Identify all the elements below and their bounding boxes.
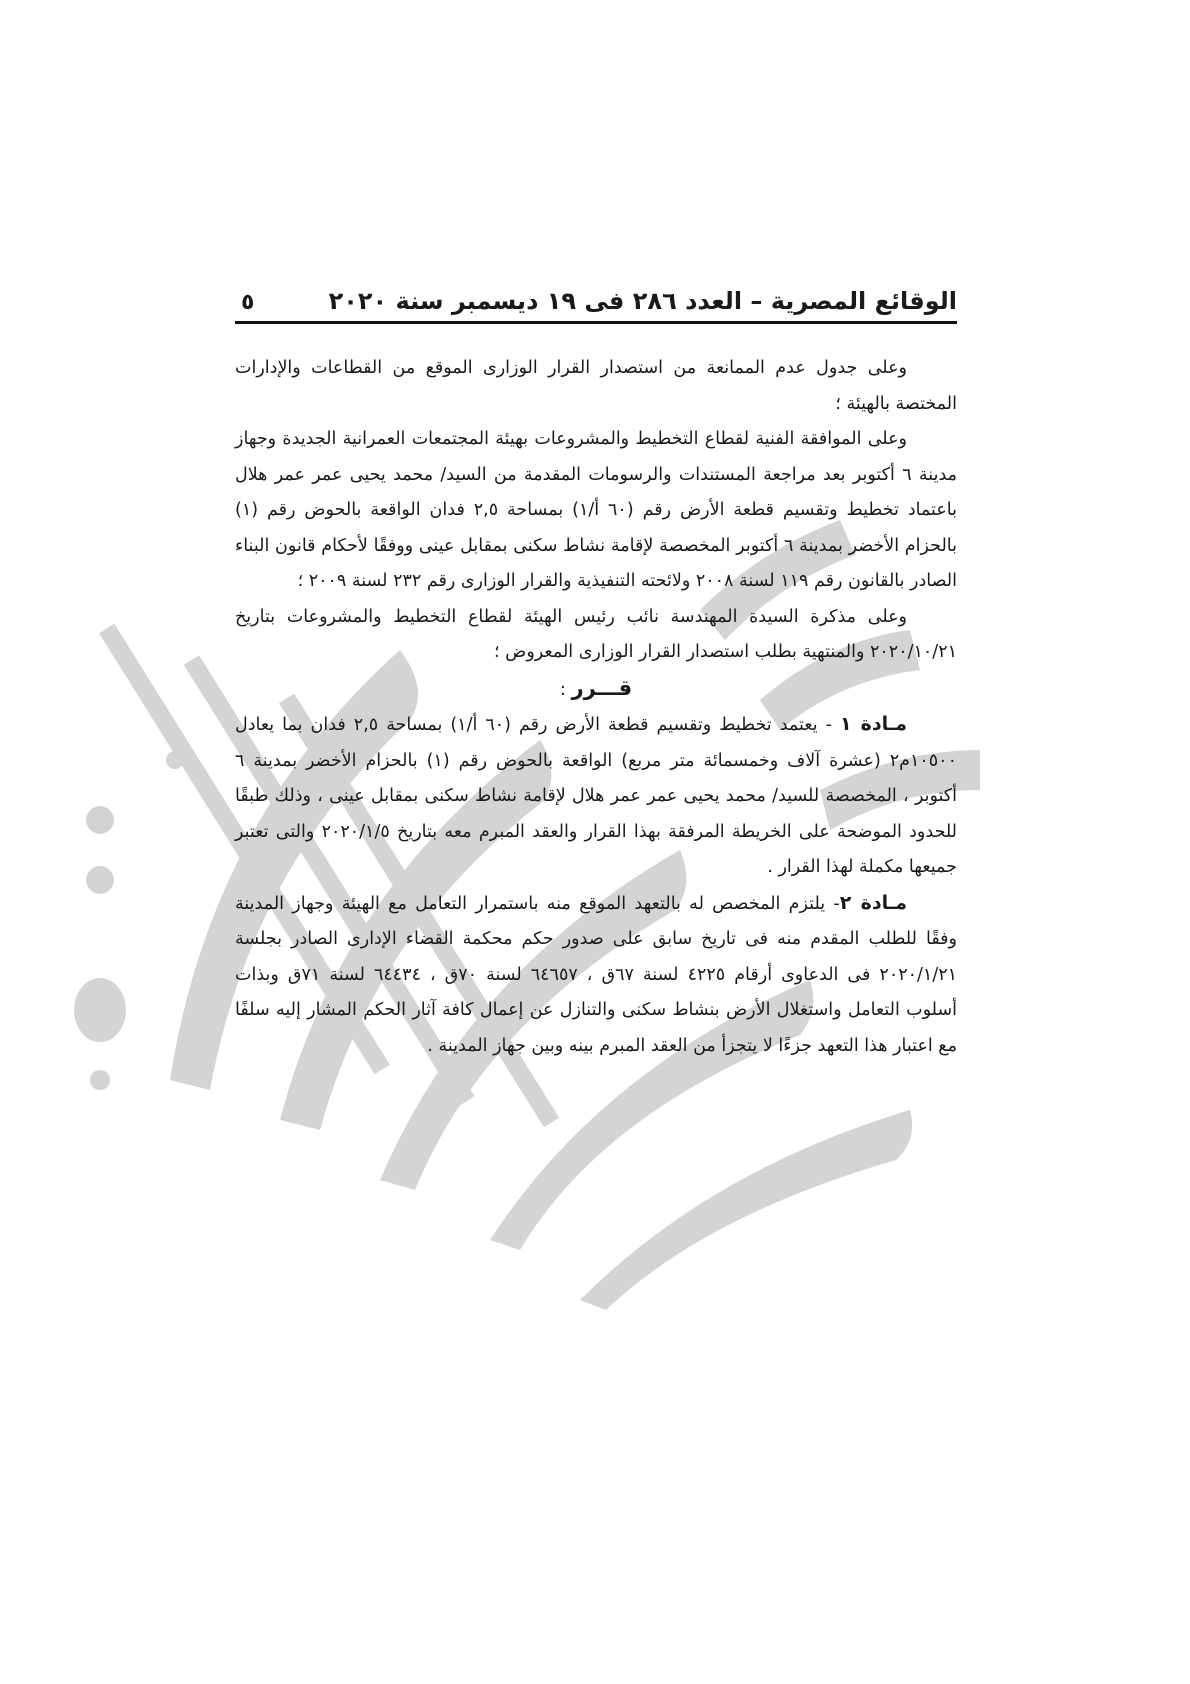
header-divider xyxy=(235,321,957,324)
paragraph-no-objection: وعلى جدول عدم الممانعة من استصدار القرار الوزارى الموقع من القطاعات والإدارات المختصة بالهيئة ؛ xyxy=(235,358,957,414)
document-body xyxy=(235,351,957,1064)
page-header xyxy=(235,275,957,315)
header-title: الوقائع المصرية – العدد ٢٨٦ فى ١٩ ديسمبر سنة ٢٠٢٠ xyxy=(328,287,957,315)
decree-heading xyxy=(235,671,957,708)
paragraph-memo: وعلى مذكرة السيدة المهندسة نائب رئيس الهيئة لقطاع التخطيط والمشروعات بتاريخ ٢٠٢٠/١٠/٢١ والمنتهية بطلب استصدار القرار الوزارى المعروض ؛ xyxy=(235,606,957,662)
article-1-label: مـادة ١ xyxy=(839,713,907,735)
article-1 xyxy=(235,707,957,886)
article-2-text: - يلتزم المخصص له بالتعهد الموقع منه باستمرار التعامل مع الهيئة وجهاز المدينة وفقًا للطلب المقدم منه فى تاريخ سابق على صدور حكم محكمة القضاء الإدارى الصادر بجلسة ٢٠٢٠/١/٢١ فى الدعاوى أرقام ٤٢٢٥ لسنة ٦٧ق ، ٦٤٦٥٧ لسنة ٧٠ق ، ٦٤٤٣٤ لسنة ٧١ق وبذات أسلوب التعامل واستغلال الأرض بنشاط سكنى والتنازل عن إعمال كافة آثار الحكم المشار إليه سلفًا مع اعتبار هذا التعهد جزءًا لا يتجزأ من العقد المبرم بينه وبين جهاز المدينة . xyxy=(235,893,958,1056)
decree-word: قـــرر xyxy=(571,675,633,700)
article-1-text: - يعتمد تخطيط وتقسيم قطعة الأرض رقم (٦٠ أ/١) بمساحة ٢,٥ فدان بما يعادل ١٠٥٠٠م٢ (عشرة آلاف وخمسمائة متر مربع) الواقعة بالحوض رقم (١) بالحزام الأخضر بمدينة ٦ أكتوبر ، المخصصة للسيد/ محمد يحيى عمر عمر هلال لإقامة نشاط سكنى بمقابل عينى ، وذلك طبقًا للحدود الموضحة على الخريطة المرفقة بهذا القرار والعقد المبرم معه بتاريخ ٢٠٢٠/١/٥ والتى تعتبر جميعها مكملة لهذا القرار . xyxy=(235,715,957,877)
article-2-label: مـادة ٢ xyxy=(839,891,907,914)
decree-colon: : xyxy=(559,678,572,700)
page-number: ٥ xyxy=(241,290,255,315)
article-2 xyxy=(235,886,957,1065)
paragraph-technical-approval: وعلى الموافقة الفنية لقطاع التخطيط والمشروعات بهيئة المجتمعات العمرانية الجديدة وجهاز مدينة ٦ أكتوبر بعد مراجعة المستندات والرسومات المقدمة من السيد/ محمد يحيى عمر عمر هلال باعتماد تخطيط وتقسيم قطعة الأرض رقم (٦٠ أ/١) بمساحة ٢,٥ فدان الواقعة بالحوض رقم (١) بالحزام الأخضر بمدينة ٦ أكتوبر المخصصة لإقامة نشاط سكنى بمقابل عينى ووفقًا لأحكام قانون البناء الصادر بالقانون رقم ١١٩ لسنة ٢٠٠٨ ولائحته التنفيذية والقرار الوزارى رقم ٢٣٢ لسنة ٢٠٠٩ ؛ xyxy=(235,429,958,591)
